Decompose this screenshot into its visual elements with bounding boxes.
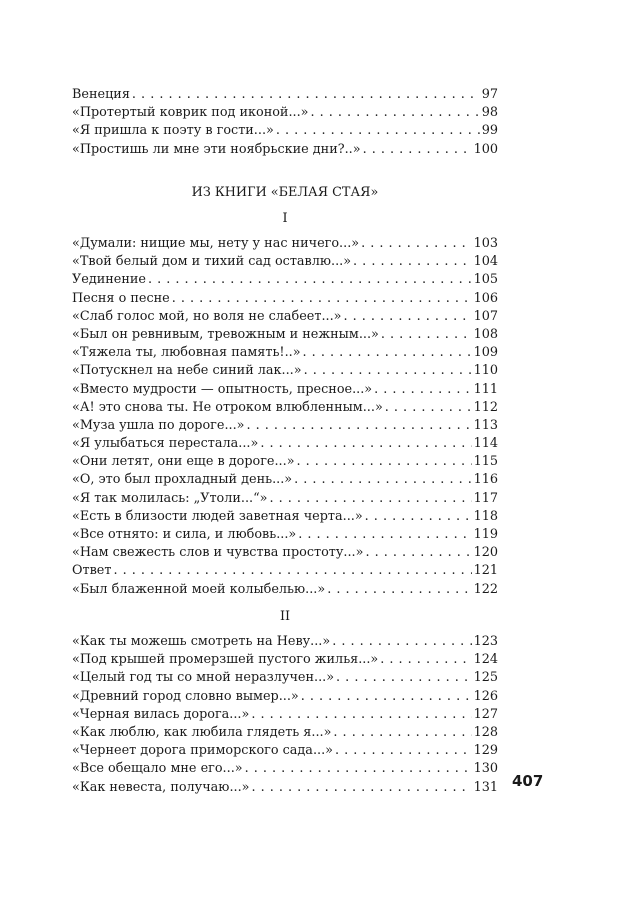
toc-entry-page: 108 [473,326,498,342]
toc-entry-page: 122 [473,581,498,597]
toc-entry-page: 110 [473,363,498,379]
toc-entry [72,141,498,159]
page-number: 407 [512,772,544,790]
toc-entry-page: 129 [473,743,498,759]
toc-entry-page: 99 [481,123,498,139]
toc-entry-title: «Был блаженной моей колыбелью...» [72,581,326,597]
toc-entry [72,399,498,417]
toc-leader-dots [276,122,480,140]
section-label-1: I [282,211,288,226]
toc-entry-title: «Как ты можешь смотреть на Неву...» [72,634,331,649]
toc-entry-title: «Я так молилась: „Утоли...“» [72,490,268,506]
toc-entry-page: 121 [473,563,498,579]
toc-entry-title: «Думали: нищие мы, нету у нас ничего...» [72,236,360,251]
toc-leader-dots [380,651,471,669]
toc-entry-title: «Твой белый дом и тихий сад оставлю...» [72,254,352,270]
toc-entry-page: 106 [473,290,498,306]
toc-entry-page: 125 [473,670,498,686]
toc-entry-page: 124 [473,652,498,668]
toc-entry-page: 112 [473,399,498,415]
toc-entry-page: 103 [473,236,498,251]
toc-entry-title: «Как невеста, получаю...» [72,779,250,795]
toc-leader-dots [385,399,472,417]
toc-leader-dots [363,141,472,159]
toc-entry [72,471,498,489]
book-heading: ИЗ КНИГИ «БЕЛАЯ СТАЯ» [191,185,379,200]
toc-entry-page: 128 [473,724,498,740]
toc-leader-dots [294,471,471,489]
toc-entry [72,308,498,326]
toc-entry-title: «Все обещало мне его...» [72,761,243,777]
toc-leader-dots [311,104,480,122]
toc-section-1 [72,235,498,599]
toc-entry-title: «О, это был прохладный день...» [72,472,293,488]
toc-leader-dots [381,326,472,344]
toc-leader-dots [333,724,471,742]
toc-leader-dots [344,308,472,326]
toc-entry-page: 119 [473,527,498,542]
toc-leader-dots [327,581,471,599]
toc-entry [72,417,498,435]
toc-entry [72,742,498,760]
toc-leader-dots [301,688,472,706]
toc-entry [72,122,498,140]
toc-entry [72,562,498,580]
toc-entry-title: «Чернеет дорога приморского сада...» [72,743,333,759]
toc-entry [72,235,498,253]
toc-entry [72,290,498,308]
toc-leader-dots [260,435,471,453]
toc-entry [72,633,498,651]
toc-section-2 [72,633,498,797]
toc-block-top [72,86,498,159]
toc-entry-title: «Вместо мудрости — опытность, пресное...» [72,381,373,397]
toc-leader-dots [335,742,472,760]
toc-entry [72,651,498,669]
toc-entry-title: «Муза ушла по дороге...» [72,417,245,433]
toc-entry [72,508,498,526]
toc-entry-title: «Черная вилась дорога...» [72,706,250,722]
toc-leader-dots [336,669,472,687]
toc-entry-title: «Они летят, они еще в дороге...» [72,454,295,470]
toc-entry-page: 113 [473,417,498,433]
toc-entry [72,253,498,271]
toc-entry-page: 111 [473,381,498,397]
toc-entry-page: 104 [473,254,498,270]
toc-leader-dots [251,706,471,724]
toc-leader-dots [132,86,480,104]
toc-entry [72,453,498,471]
toc-leader-dots [270,490,472,508]
toc-entry-title: «Я пришла к поэту в гости...» [72,123,274,139]
toc-entry-page: 126 [473,688,498,704]
toc-entry [72,435,498,453]
toc-entry-page: 123 [473,634,498,649]
toc-leader-dots [365,508,472,526]
toc-entry-page: 115 [473,454,498,470]
toc-entry [72,271,498,289]
toc-entry-title: «Целый год ты со мной неразлучен...» [72,670,335,686]
toc-entry-page: 98 [481,105,498,121]
toc-leader-dots [365,544,471,562]
toc-entry [72,706,498,724]
section-label-2: II [279,609,291,624]
toc-entry-title: Венеция [72,87,130,102]
toc-entry [72,669,498,687]
toc-entry-title: Ответ [72,563,112,579]
toc-leader-dots [374,381,471,399]
toc-entry-title: «А! это снова ты. Не отроком влюбленным...» [72,399,383,415]
toc-entry-page: 116 [473,472,498,488]
toc-entry-title: «Простишь ли мне эти ноябрьские дни?..» [72,141,361,157]
toc-entry-title: «Я улыбаться перестала...» [72,436,259,452]
toc-entry-page: 117 [473,490,498,506]
toc-entry-title: Песня о песне [72,290,170,306]
toc-entry [72,779,498,797]
toc-leader-dots [251,779,471,797]
toc-entry [72,344,498,362]
toc-entry [72,581,498,599]
toc-entry-page: 100 [473,141,498,157]
toc-entry-page: 120 [473,545,498,561]
toc-entry [72,104,498,122]
toc-entry-title: Уединение [72,272,146,288]
toc-entry-title: «Потускнел на небе синий лак...» [72,363,302,379]
toc-leader-dots [361,235,471,253]
toc-entry [72,362,498,380]
toc-entry-title: «Есть в близости людей заветная черта...» [72,508,363,524]
toc-entry [72,490,498,508]
toc-leader-dots [245,760,472,778]
toc-entry-page: 97 [481,87,498,102]
toc-entry [72,86,498,104]
toc-entry [72,724,498,742]
toc-entry [72,760,498,778]
toc-entry-page: 127 [473,706,498,722]
toc-entry [72,381,498,399]
toc-leader-dots [298,526,471,544]
toc-entry-title: «Древний город словно вымер...» [72,688,299,704]
toc-entry-page: 109 [473,345,498,361]
toc-entry-page: 131 [473,779,498,795]
toc-leader-dots [304,362,472,380]
toc-entry-title: «Был он ревнивым, тревожным и нежным...» [72,326,379,342]
toc-entry-title: «Под крышей промерзшей пустого жилья...» [72,652,379,668]
toc-entry-title: «Нам свежесть слов и чувства простоту...» [72,545,364,561]
toc-leader-dots [148,271,472,289]
toc-entry-page: 114 [473,436,498,452]
toc-entry [72,326,498,344]
toc-leader-dots [297,453,472,471]
toc-entry-page: 107 [473,308,498,324]
toc-entry-title: «Все отнято: и сила, и любовь...» [72,527,297,542]
toc-leader-dots [172,290,472,308]
toc-leader-dots [246,417,471,435]
toc-entry-page: 130 [473,761,498,777]
toc-entry-title: «Как люблю, как любила глядеть я...» [72,724,332,740]
toc-entry [72,688,498,706]
toc-entry-title: «Слаб голос мой, но воля не слабеет...» [72,308,342,324]
toc-entry-title: «Тяжела ты, любовная память!..» [72,345,301,361]
toc-entry-title: «Протертый коврик под иконой...» [72,105,309,121]
toc-leader-dots [113,562,471,580]
toc-leader-dots [332,633,471,651]
toc-entry-page: 118 [473,508,498,524]
toc-entry [72,526,498,544]
toc-entry-page: 105 [473,272,498,288]
toc-leader-dots [303,344,472,362]
toc-leader-dots [353,253,472,271]
toc-entry [72,544,498,562]
